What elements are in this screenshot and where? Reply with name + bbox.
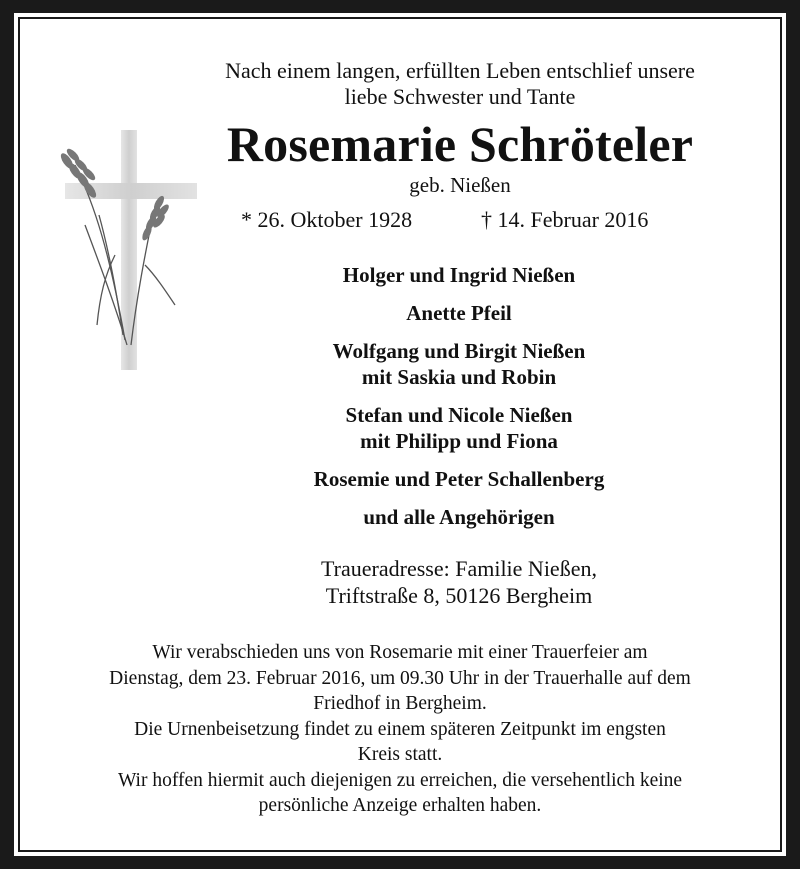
mourner-line: Holger und Ingrid Nießen (342, 263, 576, 287)
funeral-notice (40, 640, 760, 819)
death-date: † 14. Februar 2016 (481, 207, 649, 232)
mourner-line: Rosemie und Peter Schallenberg (313, 467, 605, 491)
notice-line: persönliche Anzeige erhalten haben. (258, 795, 542, 816)
deceased-name: Rosemarie Schröteler (226, 116, 694, 172)
intro-line-1: Nach einem langen, erfüllten Leben entschlief unsere (225, 58, 695, 83)
birth-date: * 26. Oktober 1928 (241, 207, 413, 232)
mourner-group (159, 504, 759, 530)
mourner-line: mit Philipp und Fiona (360, 429, 558, 453)
mourner-group (159, 402, 759, 454)
mourner-line: Wolfgang und Birgit Nießen (332, 339, 586, 363)
birth-name: geb. Nießen (409, 173, 511, 197)
address-line-2: Triftstraße 8, 50126 Bergheim (325, 583, 593, 608)
mourner-line: und alle Angehörigen (363, 505, 555, 529)
mourner-group (159, 262, 759, 288)
notice-line: Die Urnenbeisetzung findet zu einem späteren Zeitpunkt im engsten (134, 718, 666, 740)
address-line-1: Traueradresse: Familie Nießen, (321, 556, 597, 581)
notice-line: Wir verabschieden uns von Rosemarie mit einer Trauerfeier am (152, 642, 648, 663)
mourner-line: mit Saskia und Robin (361, 365, 557, 389)
intro-text (150, 58, 770, 110)
notice-line: Wir hoffen hiermit auch diejenigen zu erreichen, die versehentlich keine (117, 769, 683, 791)
mourners-list (159, 262, 759, 542)
intro-line-2: liebe Schwester und Tante (344, 84, 576, 109)
mourner-line: Stefan und Nicole Nießen (345, 403, 573, 427)
mourner-line: Anette Pfeil (406, 301, 512, 325)
mourner-group (159, 338, 759, 390)
notice-line: Dienstag, dem 23. Februar 2016, um 09.30 Uhr in der Trauerhalle auf dem (109, 667, 691, 689)
mourner-group (159, 466, 759, 492)
mourning-address (159, 555, 759, 609)
mourner-group (159, 300, 759, 326)
notice-line: Friedhof in Bergheim. (313, 693, 487, 714)
notice-line: Kreis statt. (357, 744, 443, 765)
